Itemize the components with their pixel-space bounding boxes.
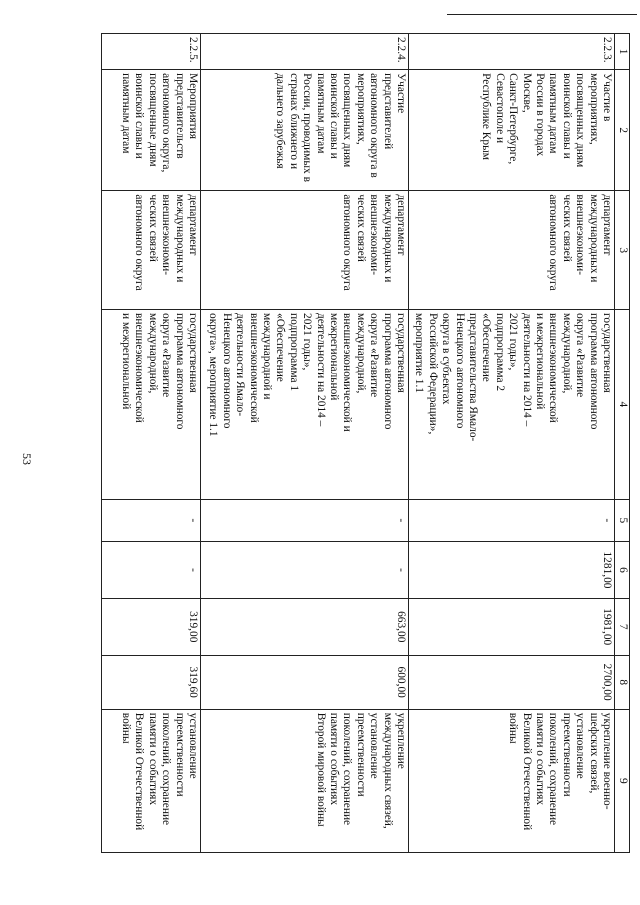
executor: департамент международных и внешнеэкономи- ческих связей автономного округа	[102, 191, 201, 310]
value-col6: -	[201, 542, 409, 599]
column-header: 8	[615, 655, 630, 709]
column-header: 7	[615, 598, 630, 655]
executor: департамент международных и внешнеэкономи- ческих связей автономного округа	[201, 191, 409, 310]
events-table	[101, 33, 630, 853]
column-header: 4	[615, 310, 630, 500]
page-number: 53	[20, 453, 34, 465]
column-header: 3	[615, 191, 630, 310]
column-header: 5	[615, 499, 630, 542]
table-row	[201, 34, 409, 853]
value-col8: 600,00	[201, 655, 409, 709]
header-rule	[447, 14, 637, 15]
column-header: 6	[615, 542, 630, 599]
table-row	[409, 34, 615, 853]
value-col6: -	[102, 542, 201, 599]
program-source: государственная программа автономного округа «Развитие международной, внешнеэкономической и межрегиональной деятельности на 2014 – 2021 годы», подпрограмма 1 «Обеспечение международной и внешнеэкономической деятельности Ямало- Ненецкого автономного округа», мероприятие 1.1	[201, 310, 409, 500]
value-col5: -	[201, 499, 409, 542]
column-number-row	[615, 34, 630, 853]
column-header: 1	[615, 34, 630, 70]
value-col8: 2700,00	[409, 655, 615, 709]
row-id: 2.2.3.	[409, 34, 615, 70]
value-col7: 1981,00	[409, 598, 615, 655]
value-col7: 663,00	[201, 598, 409, 655]
value-col5: -	[409, 499, 615, 542]
expected-result: укрепление военно- шефских связей, установление преемственности поколений, сохранение памяти о событиях Великой Отечественной войны	[409, 709, 615, 852]
expected-result: укрепление международных связей, установление преемственности поколений, сохранение памяти о событиях Второй мировой войны	[201, 709, 409, 852]
value-col5: -	[102, 499, 201, 542]
event-name: Участие в мероприятиях, посвященных дням воинской славы и памятным датам России в городах Москве, Санкт-Петербурге, Севастополе и Республике Крым	[409, 70, 615, 191]
row-id: 2.2.4.	[201, 34, 409, 70]
executor: департамент международных и внешнеэкономи- ческих связей автономного округа	[409, 191, 615, 310]
value-col8: 319,60	[102, 655, 201, 709]
value-col7: 319,00	[102, 598, 201, 655]
row-id: 2.2.5.	[102, 34, 201, 70]
program-source: государственная программа автономного округа «Развитие международной, внешнеэкономической и межрегиональной деятельности на 2014 – 2021 годы», подпрограмма 2 «Обеспечение представительства Ямало- Ненецкого автономного округа в субъектах Российской Федерации», мероприятие 1.1	[409, 310, 615, 500]
expected-result: установление преемственности поколений, сохранение памяти о событиях Великой Отечественной войны	[102, 709, 201, 852]
column-header: 2	[615, 70, 630, 191]
column-header: 9	[615, 709, 630, 852]
event-name: Мероприятия представительств автономного округа, посвященные дням воинской славы и памятным датам	[102, 70, 201, 191]
program-source: государственная программа автономного округа «Развитие международной, внешнеэкономической и межрегиональной	[102, 310, 201, 500]
event-name: Участие представителей автономного округа в мероприятиях, посвященных дням воинской славы и памятным датам России, проводимых в странах ближнего и дальнего зарубежья	[201, 70, 409, 191]
value-col6: 1281,00	[409, 542, 615, 599]
table-row	[102, 34, 201, 853]
rotated-table-container	[101, 33, 630, 853]
